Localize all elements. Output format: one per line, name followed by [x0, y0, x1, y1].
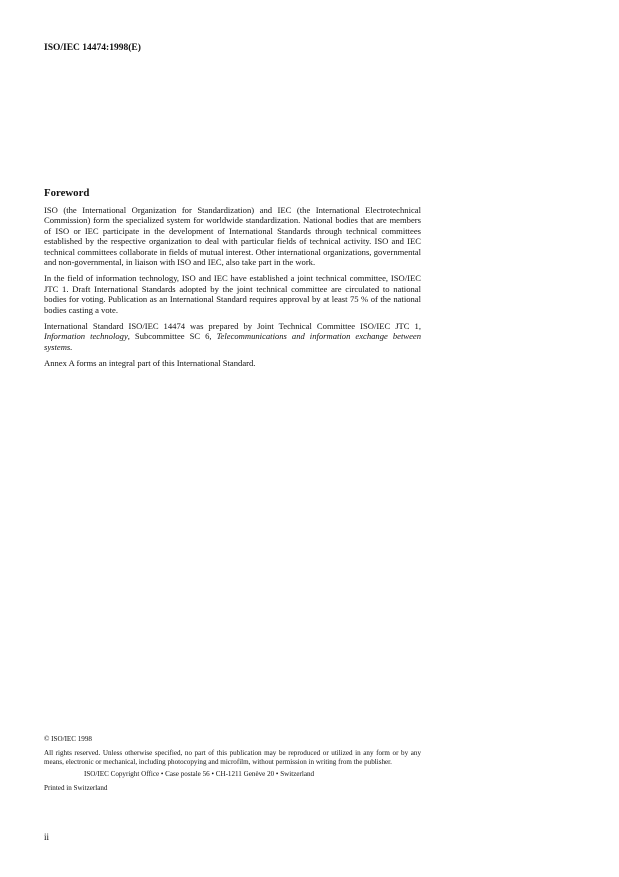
- copyright-line: © ISO/IEC 1998: [44, 735, 92, 743]
- foreword-paragraph-4: Annex A forms an integral part of this International Standard.: [44, 358, 256, 369]
- foreword-section: [44, 187, 421, 375]
- rights-statement: All rights reserved. Unless otherwise specified, no part of this publication may be reproduced or utilized in any form or by any means, electronic or mechanical, including photocopying and microfilm, without permission in writing from the publisher.: [44, 749, 421, 766]
- printed-in-line: Printed in Switzerland: [44, 784, 108, 792]
- foreword-paragraph-1: ISO (the International Organization for Standardization) and IEC (the International Electrotechnical Commission) form the specialized system for worldwide standardization. National bodies that are members of ISO or IEC participate in the development of International Standards through technical committees established by the respective organization to deal with particular fields of technical activity. ISO and IEC technical committees collaborate in fields of mutual interest. Other international organizations, governmental and non-governmental, in liaison with ISO and IEC, also take part in the work.: [44, 205, 421, 268]
- p3-italic-title-1: Information technology: [44, 331, 128, 342]
- p3-text-2: , Subcommittee SC 6,: [127, 331, 217, 342]
- p3-text-1: International Standard ISO/IEC 14474 was prepared by Joint Technical Committee ISO/IEC JTC 1,: [44, 321, 421, 332]
- copyright-notice: [44, 735, 421, 793]
- document-identifier: ISO/IEC 14474:1998(E): [44, 43, 141, 53]
- foreword-paragraph-3: [44, 321, 421, 352]
- foreword-title: Foreword: [44, 187, 90, 199]
- foreword-paragraph-2: In the field of information technology, ISO and IEC have established a joint technical committee, ISO/IEC JTC 1. Draft International Standards adopted by the joint technical committee are circulated to national bodies for voting. Publication as an International Standard requires approval by at least 75 % of the national bodies casting a vote.: [44, 273, 421, 315]
- page-number: ii: [44, 832, 50, 842]
- p3-italic-title-2: Telecommunications and information exchange between systems.: [44, 331, 421, 352]
- copyright-office-address: ISO/IEC Copyright Office • Case postale 56 • CH-1211 Genève 20 • Switzerland: [84, 770, 315, 778]
